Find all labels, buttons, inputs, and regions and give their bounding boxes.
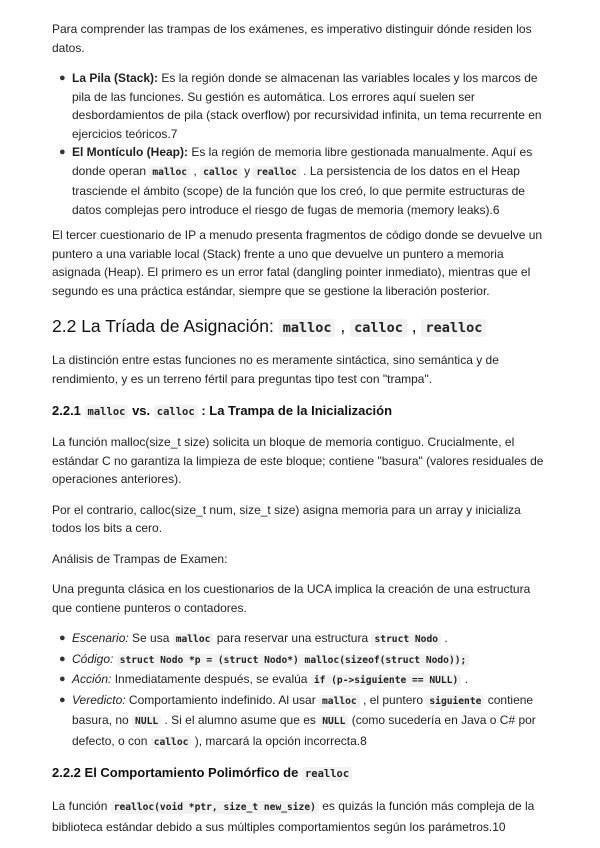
accion-label: Acción: (72, 672, 112, 686)
heading-text: : La Trampa de la Inicialización (197, 403, 393, 418)
list-item-veredicto (52, 691, 552, 753)
memory-regions-list (52, 69, 552, 219)
accion-text: Inmediatamente después, se evalúa (111, 672, 311, 686)
code-struct-nodo: struct Nodo (371, 633, 441, 646)
bullet-icon: ● (59, 652, 66, 665)
code-realloc-signature: realloc(void *ptr, size_t new_size) (111, 801, 319, 814)
analisis-paragraph: Análisis de Trampas de Examen: (52, 551, 228, 566)
bullet-icon: ● (59, 632, 66, 644)
realloc-paragraph (52, 797, 552, 836)
veredicto-text: ), marcará la opción incorrecta.8 (191, 733, 367, 748)
code-null: NULL (319, 715, 348, 728)
heading-text: 2.2.2 El Comportamiento Polimórfico de (52, 765, 302, 780)
veredicto-text: . Si el alumno asume que es (161, 713, 320, 727)
section-heading-2-2-2 (52, 763, 552, 784)
realloc-text: La función (52, 799, 111, 813)
code-calloc: calloc (154, 405, 198, 419)
veredicto-text: , el puntero (359, 692, 427, 707)
heading-number: 2.2.1 (52, 403, 85, 418)
heap-text: . La persistencia de los datos en el Heap trasciende el ámbito (scope) de la función que los creó, lo que permite estructuras de datos complejas pero introduce el riesgo de fugas de memoria (memory leaks).6 (72, 163, 525, 217)
pregunta-paragraph: Una pregunta clásica en los cuestionarios de la UCA implica la creación de una estructura que contiene punteros o contadores. (52, 582, 531, 615)
escenario-text: Se usa (128, 631, 173, 645)
heading-separator: , (335, 316, 351, 336)
list-item-escenario (52, 629, 552, 650)
exam-analysis-list (52, 629, 552, 752)
veredicto-text: contiene basura, no (72, 692, 534, 727)
accion-text: . (461, 672, 468, 686)
bullet-icon: ● (59, 72, 66, 84)
code-calloc: calloc (200, 166, 241, 179)
stack-text: Es la región donde se almacenan las variables locales y los marcos de pila de las funciones. Su gestión es automática. Los errores aquí suelen ser desbordamientos de pila (stack overflow) por recursividad infinita, un tema recurrente en ejercicios teóricos.7 (72, 71, 542, 141)
bullet-icon: ● (59, 693, 66, 706)
code-malloc: malloc (85, 405, 129, 419)
heading-separator: , (406, 316, 422, 336)
malloc-paragraph: La función malloc(size_t size) solicita un bloque de memoria contiguo. Crucialmente, el estándar C no garantiza la limpieza de este bloque; contiene "basura" (valores residuales de operaciones anteriores). (52, 435, 544, 486)
escenario-label: Escenario: (72, 631, 129, 645)
list-item-codigo (52, 650, 552, 671)
code-realloc: realloc (421, 319, 486, 337)
realloc-text: es quizás la función más compleja de la biblioteca estándar debido a sus múltiples comportamientos según los parámetros.10 (52, 799, 535, 834)
heap-text: , (190, 163, 201, 178)
heap-text: Es la región de memoria libre gestionada manualmente. Aquí es donde operan (72, 145, 533, 178)
codigo-label: Código: (72, 651, 114, 666)
heap-text: y (240, 163, 254, 178)
intro-paragraph: Para comprender las trampas de los exámenes, es imperativo distinguir dónde residen los datos. (52, 22, 532, 55)
code-if-check: if (p->siguiente == NULL) (311, 674, 461, 687)
bullet-icon: ● (59, 673, 66, 685)
code-calloc: calloc (151, 736, 192, 749)
veredicto-text: (como sucedería en Java o C# por defecto, o con (72, 713, 536, 748)
triada-paragraph: La distinción entre estas funciones no es meramente sintáctica, sino semántica y de rendimiento, y es un terreno fértil para preguntas tipo test con "trampa". (52, 353, 499, 386)
veredicto-text: Comportamiento indefinido. Al usar (125, 692, 320, 707)
code-malloc: malloc (279, 319, 336, 337)
code-realloc: realloc (302, 767, 352, 781)
section-heading-2-2-1 (52, 401, 552, 422)
code-realloc: realloc (253, 166, 299, 179)
code-siguiente: siguiente (426, 695, 484, 708)
ip-paragraph: El tercer cuestionario de IP a menudo presenta fragmentos de código donde se devuelve un puntero a una variable local (Stack) frente a uno que devuelve un puntero a memoria asignada (Heap). El primero es un error fatal (dangling pointer inmediato), mientras que el segundo es una práctica estándar, siempre que se gestione la liberación posterior. (52, 228, 543, 298)
escenario-text: para reservar una estructura (213, 631, 372, 645)
code-null: NULL (132, 715, 161, 728)
list-item-accion (52, 670, 552, 691)
calloc-paragraph: Por el contrario, calloc(size_t num, size_t size) asigna memoria para un array y inicializa todos los bits a cero. (52, 502, 521, 535)
bullet-icon: ● (59, 146, 66, 158)
heap-label: El Montículo (Heap): (72, 145, 188, 159)
heading-text: 2.2 La Tríada de Asignación: (52, 316, 279, 336)
section-heading-2-2 (52, 314, 552, 340)
list-item-heap (52, 143, 552, 219)
veredicto-label: Veredicto: (72, 692, 126, 707)
stack-label: La Pila (Stack): (72, 71, 159, 85)
heading-text: vs. (128, 403, 154, 418)
escenario-text: . (441, 631, 448, 645)
code-calloc: calloc (350, 319, 407, 337)
code-malloc: malloc (173, 633, 214, 646)
code-malloc: malloc (319, 695, 360, 708)
code-snippet: struct Nodo *p = (struct Nodo*) malloc(sizeof(struct Nodo)); (117, 654, 470, 667)
list-item-stack (52, 69, 552, 143)
code-malloc: malloc (149, 166, 190, 179)
